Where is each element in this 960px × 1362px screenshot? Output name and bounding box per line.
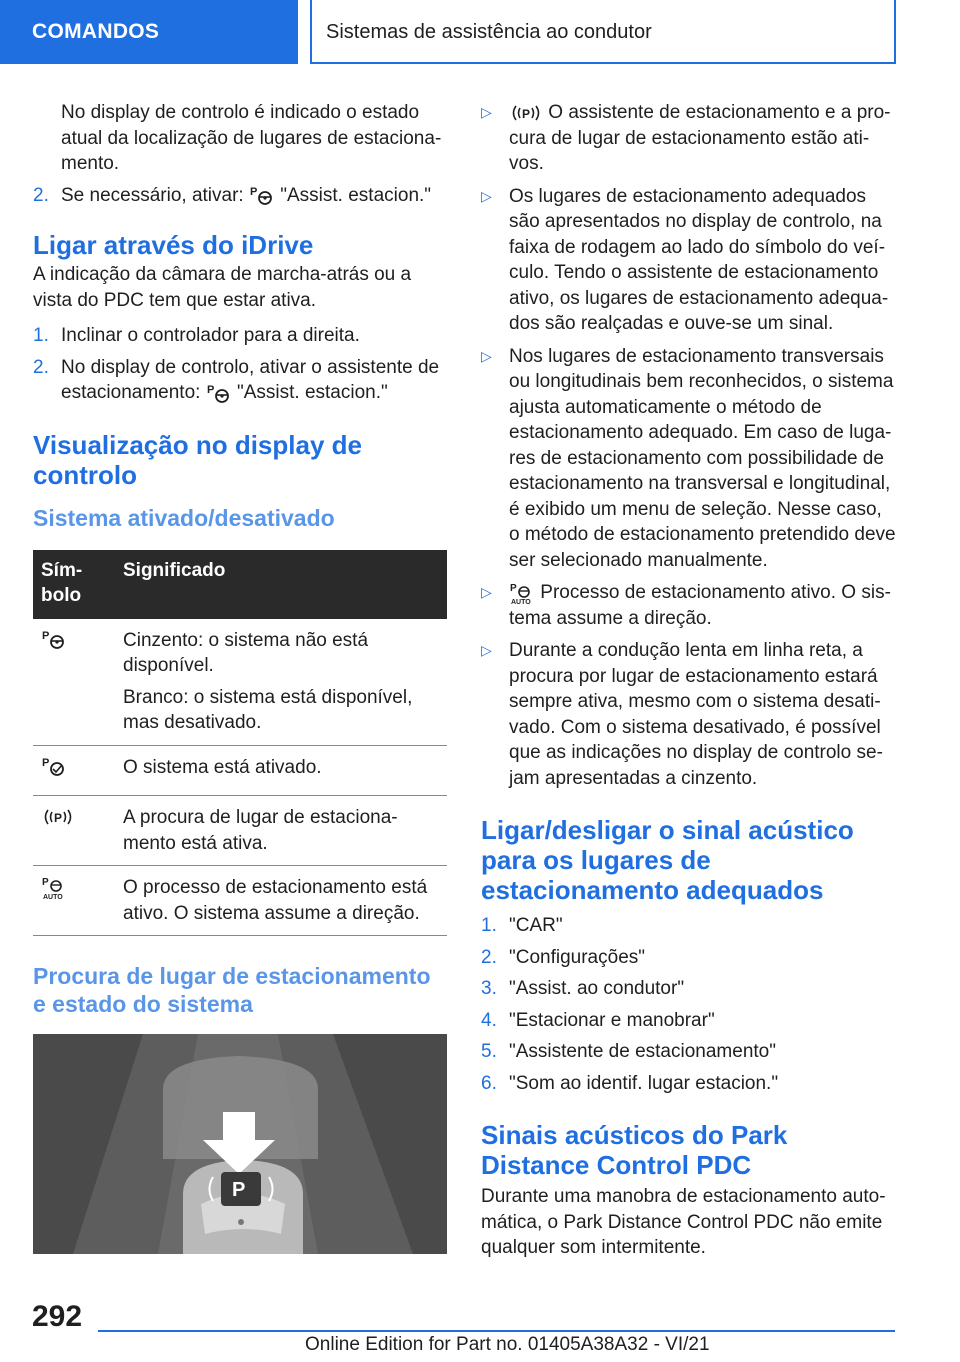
col-meaning-header: Significado — [115, 550, 447, 619]
step-text: No display de controlo, ativar o assistente de estacionamento: — [61, 356, 440, 403]
bullet-text: O assistente de estacionamento e a procura de lugar de estacionamento estão ativos. — [509, 102, 891, 174]
meaning-line: A procura de lugar de estacionamento está ativa. — [123, 807, 398, 854]
sound-step — [481, 1008, 897, 1034]
svg-text:P: P — [42, 629, 50, 642]
symbol-cell — [33, 745, 115, 796]
step-text: "Estacionar e manobrar" — [509, 1009, 715, 1031]
step-number: 3. — [481, 978, 497, 999]
pdc-heading: Sinais acústicos do Park Distance Control PDC — [481, 1120, 788, 1180]
parking-display-figure — [33, 1034, 447, 1254]
footer-divider — [98, 1330, 895, 1332]
right-column — [481, 100, 897, 1261]
symbol-cell — [33, 866, 115, 936]
step-value: "Assist. estacion." — [280, 184, 432, 206]
svg-text:P: P — [510, 582, 517, 594]
table-row — [33, 866, 447, 936]
symbol-cell — [33, 619, 115, 746]
step-number: 1. — [33, 325, 49, 346]
sound-steps — [481, 913, 897, 1096]
sound-step — [481, 1071, 897, 1097]
sound-heading: Ligar/desligar o sinal acústico para os lugares de estacionamento adequados — [481, 815, 854, 905]
sound-step — [481, 1039, 897, 1065]
park-assist-icon — [206, 382, 232, 404]
meaning-cell — [115, 866, 447, 936]
meaning-cell — [115, 745, 447, 796]
chapter-header — [312, 0, 896, 64]
bullet-item — [481, 184, 897, 337]
symbol-table — [33, 550, 447, 937]
svg-text:AUTO: AUTO — [43, 894, 63, 901]
bullet-text: Os lugares de estacionamento adequados são apresentados no display de controlo, na faixa de rodagem ao lado do símbolo do veículo. Tendo o assistente de estacionamento ativo, os lugares de estacionamento adequados são realçadas e ouve-se um sinal. — [509, 185, 889, 334]
edition-text: Online Edition for Part no. 01405A38A32 - VI/21 — [305, 1334, 710, 1355]
meaning-line: O sistema está ativado. — [123, 756, 322, 778]
intro-text: No display de controlo é indicado o estado atual da localização de lugares de estacionamento. — [61, 102, 442, 174]
chapter-title: Sistemas de assistência ao condutor — [326, 21, 652, 43]
step-text: Inclinar o controlador para a direita. — [61, 325, 360, 346]
step-text: "Configurações" — [509, 946, 646, 968]
bullet-text: Processo de estacionamento ativo. O sistema assume a direção. — [509, 582, 891, 629]
idrive-text: A indicação da câmara de marcha-atrás ou a vista do PDC tem que estar ativa. — [33, 264, 412, 311]
svg-text:P: P — [522, 106, 531, 121]
park-auto-icon — [509, 581, 535, 605]
step-text: Se necessário, ativar: — [61, 184, 244, 206]
svg-text:P: P — [42, 756, 50, 769]
step-number: 5. — [481, 1041, 497, 1062]
sound-step — [481, 913, 897, 939]
step-text: "Som ao identif. lugar estacion." — [509, 1072, 779, 1094]
meaning-cell — [115, 619, 447, 746]
sound-step — [481, 976, 897, 1002]
pdc-text: Durante uma manobra de estacionamento automática, o Park Distance Control PDC não emite qualquer som intermitente. — [481, 1186, 886, 1258]
meaning-line: O processo de estacionamento está ativo. O sistema assume a direção. — [123, 877, 428, 924]
park-assist-icon — [249, 184, 275, 206]
idrive-heading: Ligar através do iDrive — [33, 230, 314, 260]
idrive-step — [33, 355, 447, 406]
step-number: 2. — [33, 184, 49, 206]
bullet-item — [481, 344, 897, 574]
step-value: "Assist. estacion." — [236, 382, 388, 403]
triangle-bullet-icon: ▷ — [481, 104, 492, 120]
meaning-line: Cinzento: o sistema não está disponível. — [123, 629, 369, 676]
svg-text:P: P — [206, 383, 215, 396]
intro-step — [33, 183, 447, 209]
idrive-step — [33, 323, 447, 349]
figure-p-label: P — [232, 1179, 246, 1201]
park-search-icon — [41, 805, 75, 829]
step-number: 1. — [481, 915, 497, 936]
sound-step — [481, 945, 897, 971]
display-heading: Visualização no display de controlo — [33, 429, 362, 490]
svg-text:AUTO: AUTO — [511, 598, 531, 605]
parking-display-illustration — [33, 1034, 447, 1254]
left-column — [33, 100, 447, 1254]
svg-text:P: P — [54, 811, 63, 825]
bullet-text: Durante a condução lenta em linha reta, a procura por lugar de estacionamento estará sempre ativa, mesmo com o sistema desativado. Com o sistema desativado, é possível que as indicações no display de controlo sejam apresentadas a cinzento. — [509, 640, 883, 789]
triangle-bullet-icon: ▷ — [481, 347, 492, 364]
step-text: "Assist. ao condutor" — [509, 978, 685, 999]
bullet-text: Nos lugares de estacionamento transversais ou longitudinais bem reconhecidos, o sistema ajusta automaticamente o método de estacionamento adequado. Em caso de lugares de estacionamento com possibilidade de estacionamento na transversal e longitudinal, é exibido um menu de seleção. Nesse caso, o método de estacionamento pretendido deve ser selecionado manualmente. — [509, 345, 896, 571]
park-assist-gray-icon — [41, 628, 69, 652]
step-text: "CAR" — [509, 915, 563, 936]
triangle-bullet-icon: ▷ — [481, 187, 492, 204]
svg-text:P: P — [42, 877, 49, 888]
step-number: 6. — [481, 1072, 497, 1094]
symbol-cell — [33, 796, 115, 866]
park-search-icon — [509, 102, 543, 124]
step-number: 2. — [33, 356, 49, 378]
step-text: "Assistente de estacionamento" — [509, 1041, 776, 1062]
bullet-item — [481, 100, 897, 177]
triangle-bullet-icon: ▷ — [481, 642, 492, 658]
bullet-item — [481, 638, 897, 791]
triangle-bullet-icon: ▷ — [481, 584, 492, 600]
park-assist-active-icon — [41, 755, 69, 779]
svg-text:P: P — [249, 186, 258, 199]
section-tab — [0, 0, 298, 64]
table-row — [33, 619, 447, 746]
step-number: 4. — [481, 1009, 497, 1031]
table-row — [33, 796, 447, 866]
page-number: 292 — [32, 1300, 83, 1333]
step-number: 2. — [481, 946, 497, 968]
park-auto-icon — [41, 875, 69, 901]
display-subheading: Sistema ativado/desativado — [33, 504, 335, 531]
bullet-item — [481, 580, 897, 631]
search-heading: Procura de lugar de estacionamento e estado do sistema — [33, 963, 431, 1017]
section-title: COMANDOS — [32, 20, 160, 43]
table-row — [33, 745, 447, 796]
meaning-line: Branco: o sistema está disponível, mas desativado. — [123, 686, 413, 733]
col-symbol-header: Símbolo — [33, 550, 115, 619]
meaning-cell — [115, 796, 447, 866]
